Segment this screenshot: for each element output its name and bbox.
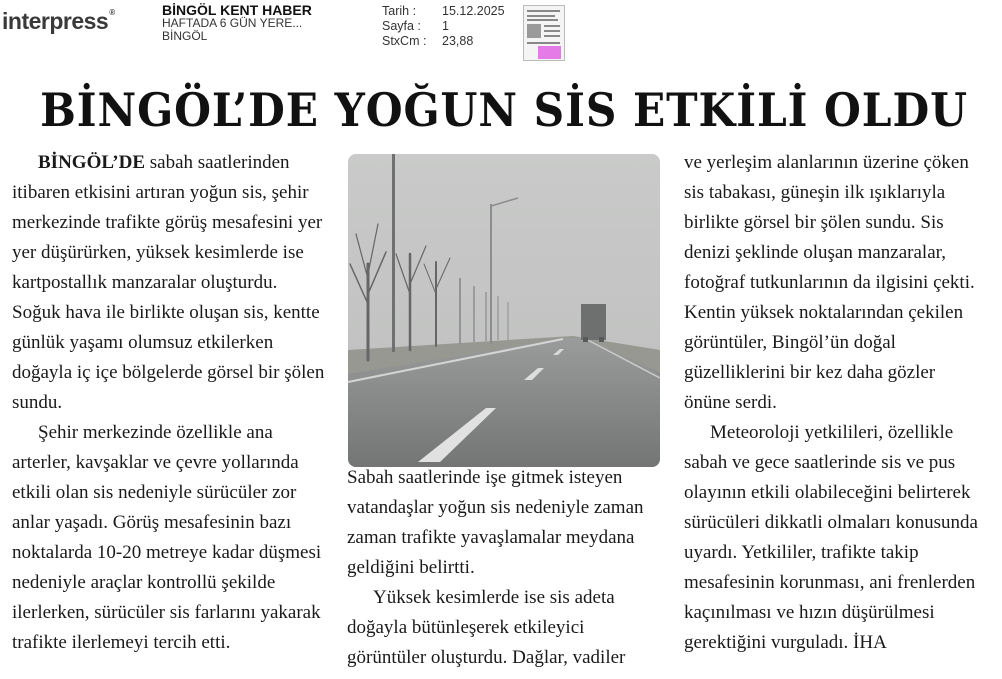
page-value: 1 bbox=[442, 19, 449, 33]
stxcm-value: 23,88 bbox=[442, 34, 474, 48]
page-label: Sayfa : bbox=[382, 19, 421, 33]
date-row bbox=[382, 4, 505, 19]
fog-road-photo bbox=[348, 154, 660, 467]
stxcm-label: StxCm : bbox=[382, 34, 427, 48]
article-column-1 bbox=[12, 148, 327, 658]
article-highlight bbox=[538, 46, 561, 59]
registered-mark: ® bbox=[109, 8, 115, 17]
clipping-meta bbox=[382, 4, 505, 49]
date-label: Tarih : bbox=[382, 4, 417, 18]
page-row bbox=[382, 19, 505, 34]
article-column-3 bbox=[684, 148, 984, 658]
stxcm-row bbox=[382, 34, 505, 49]
logo-text: interpress bbox=[2, 8, 109, 34]
publication-frequency: HAFTADA 6 GÜN YERE... bbox=[162, 16, 303, 30]
paragraph bbox=[12, 148, 327, 418]
date-value: 15.12.2025 bbox=[442, 4, 505, 18]
paragraph: Sabah saatlerinde işe gitmek isteyen vatandaşlar yoğun sis nedeniyle zaman zaman trafikte yavaşlamalar meydana geldiğini belirtti. bbox=[347, 467, 644, 578]
page-thumbnail[interactable] bbox=[523, 5, 565, 61]
paragraph: Şehir merkezinde özellikle ana arterler, kavşaklar ve çevre yollarında etkili olan sis nedeniyle sürücüler zor anlar yaşadı. Görüş mesafesinin bazı noktalarda 10-20 metreye kadar düşmesi nedeniyle araçlar kontrollü şekilde ilerlerken, sürücüler sis farlarını yakarak trafikte ilerlemeyi tercih etti. bbox=[12, 422, 322, 653]
headline: BİNGÖL’DE YOĞUN SİS ETKİLİ OLDU bbox=[40, 83, 968, 137]
article-column-2 bbox=[347, 463, 662, 673]
paragraph: ve yerleşim alanlarının üzerine çöken sis tabakası, güneşin ilk ışıklarıyla birlikte görsel bir şölen sundu. Sis denizi şeklinde oluşan manzaralar, fotoğraf tutkunlarının da ilgisini çekti. Kentin yüksek noktalarından çekilen görüntüler, Bingöl’ün doğal güzelliklerini bir kez daha gözler önüne serdi. bbox=[684, 152, 975, 413]
publication-name: BİNGÖL KENT HABER bbox=[162, 2, 312, 18]
clipping-header bbox=[0, 0, 1002, 66]
paragraph-text: sabah saatlerinden itibaren etkisini artıran yoğun sis, şehir merkezinde trafikte görüş mesafesini yer yer düşürürken, yüksek kesimlerde ise kartpostallık manzaralar oluşturdu. Soğuk hava ile birlikte oluşan sis, kentte günlük yaşamı olumsuz etkilerken doğayla iç içe bölgelerde görsel bir şölen sundu. bbox=[12, 152, 325, 413]
paragraph: Meteoroloji yetkilileri, özellikle sabah ve gece saatlerinde sis ve pus olayının etkili olabileceğini belirterek sürücüleri dikkatli olmaları konusunda uyardı. Yetkililer, trafikte takip mesafesinin korunması, ani frenlerden kaçınılması ve hızın düşürülmesi gerektiğini vurguladı. İHA bbox=[684, 422, 978, 653]
publication-info bbox=[162, 4, 312, 43]
paragraph: Yüksek kesimlerde ise sis adeta doğayla bütünleşerek etkileyici görüntüler oluşturdu. Dağlar, vadiler bbox=[347, 587, 626, 668]
dateline: BİNGÖL’DE bbox=[38, 152, 145, 173]
interpress-logo bbox=[2, 8, 115, 35]
publication-city: BİNGÖL bbox=[162, 29, 208, 43]
